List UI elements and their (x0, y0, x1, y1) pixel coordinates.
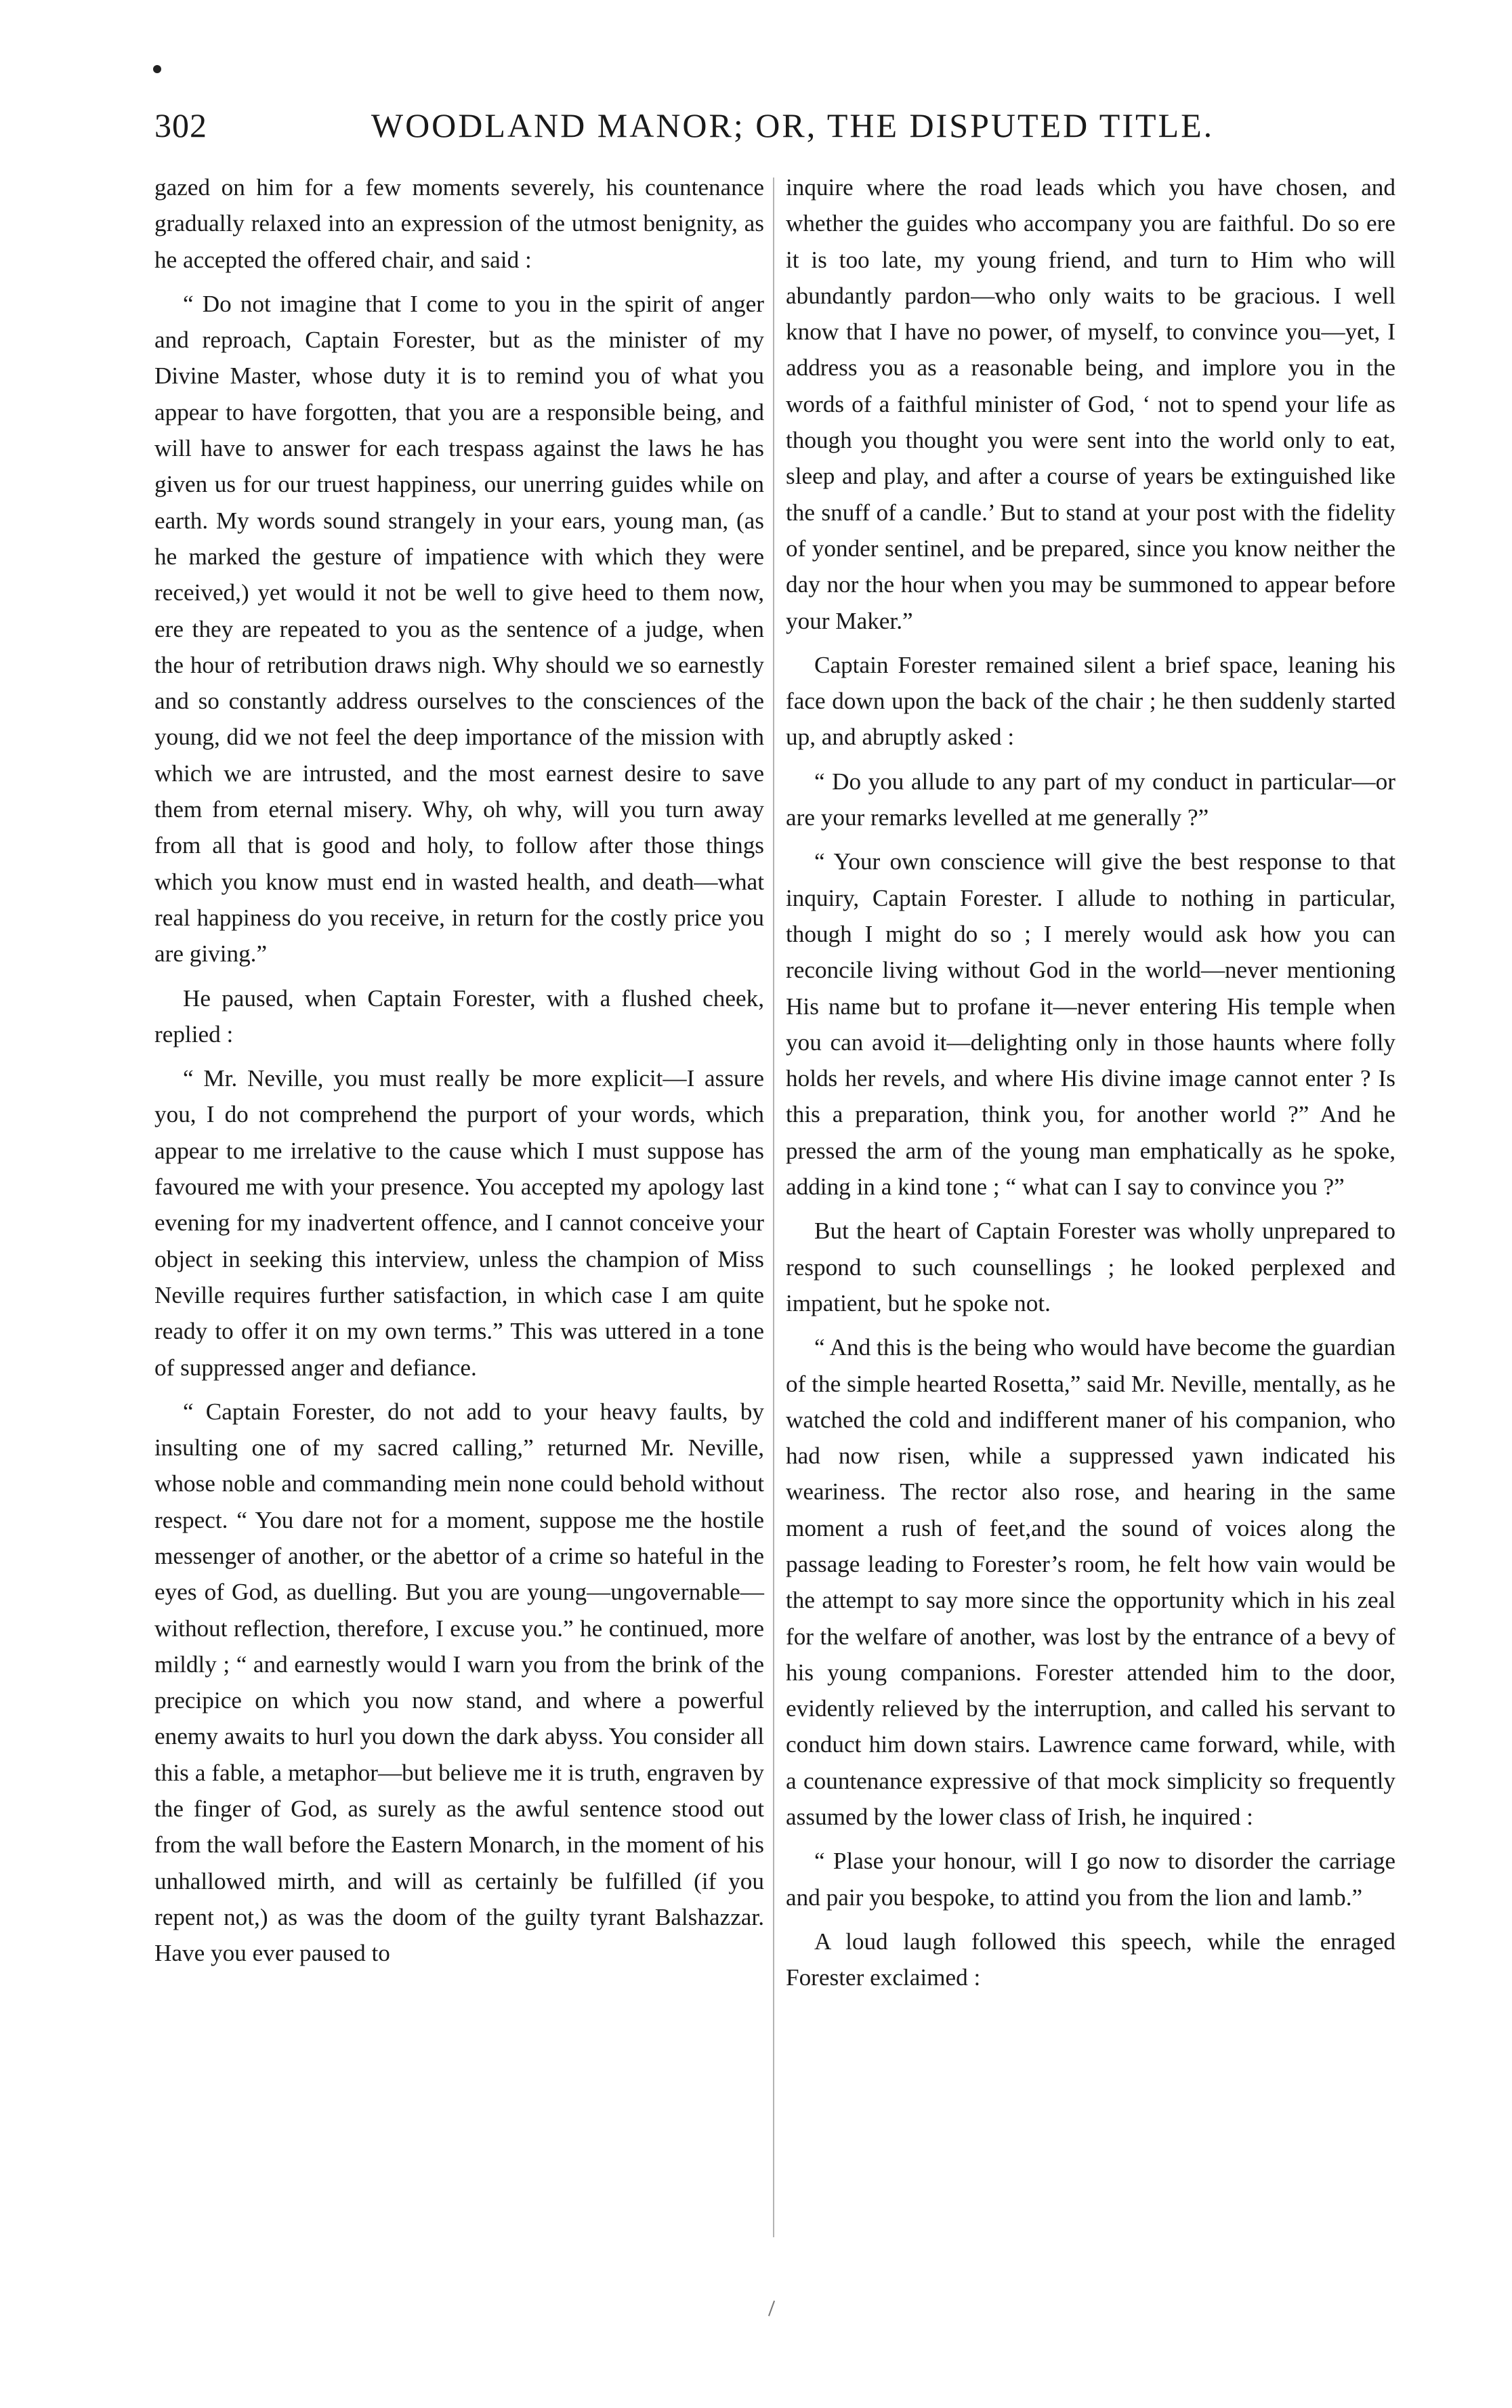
paragraph: “ Mr. Neville, you must really be more explicit—I assure you, I do not comprehend the purport of your words, which appear to me irrelative to the cause which I must suppose has favoured me with your presence. You accepted my apology last evening for my inadvertent offence, and I cannot conceive your object in seeking this interview, unless the champion of Miss Neville requires further satisfaction, in which case I am quite ready to offer it on my own terms.” This was uttered in a tone of suppressed anger and defiance. (154, 1065, 764, 1381)
paragraph: He paused, when Captain Forester, with a flushed cheek, replied : (154, 984, 764, 1047)
left-column (154, 169, 764, 1980)
paragraph: “ Do not imagine that I come to you in the spirit of anger and reproach, Captain Forester, but as the minister of my Divine Master, whose duty it is to remind you of what you appear to have forgotten, that you are a responsible being, and will have to answer for each trespass against the laws he has given us for our truest happiness, our unerring guides while on earth. My words sound strangely in your ears, young man, (as he marked the gesture of impatience with which they were received,) yet would it not be well to give heed to them now, ere they are repeated to you as the sentence of a judge, when the hour of retribution draws nigh. Why should we so earnestly and so constantly address ourselves to the consciences of the young, did we not feel the deep importance of the mission with which we are intrusted, and the most earnest desire to save them from eternal misery. Why, oh why, will you turn away from all that is good and holy, to follow after those things which you know must end in wasted health, and death—what real happiness do you receive, in return for the costly price you are giving.” (154, 290, 764, 968)
page-header (135, 102, 1395, 149)
paragraph: “ Plase your honour, will I go now to disorder the carriage and pair you bespoke, to attind you from the lion and lamb.” (786, 1848, 1395, 1911)
paragraph: inquire where the road leads which you have chosen, and whether the guides who accompany you are faithful. Do so ere it is too late, my young friend, and turn to Him who will abundantly pardon—who only waits to be gracious. I well know that I have no power, of myself, to convince you—yet, I address you as a reasonable being, and implore you in the words of a faithful minister of God, ‘ not to spend your life as though you thought you were sent into the world only to eat, sleep and play, and after a course of years be extinguished like the snuff of a candle.’ But to stand at your post with the fidelity of yonder sentinel, and be prepared, since you know neither the day nor the hour when you may be summoned to appear before your Maker.” (786, 174, 1395, 634)
paragraph: But the heart of Captain Forester was wholly unprepared to respond to such counsellings ; he looked perplexed and impatient, but he spoke not. (786, 1218, 1395, 1316)
running-title: WOODLAND MANOR; OR, THE DISPUTED TITLE. (371, 106, 1215, 144)
paragraph: Captain Forester remained silent a brief space, leaning his face down upon the back of the chair ; he then suddenly started up, and abruptly asked : (786, 651, 1395, 751)
paragraph: “ Do you allude to any part of my conduct in particular—or are your remarks levelled at me generally ?” (786, 768, 1395, 831)
stray-ink-mark (768, 2300, 775, 2316)
paragraph: “ And this is the being who would have become the guardian of the simple hearted Rosetta,” said Mr. Neville, mentally, as he watched the cold and indifferent maner of his companion, who had now risen, while a suppressed yawn indicated his weariness. The rector also rose, and hearing in the same moment a rush of feet,and the sound of voices along the passage leading to Forester’s room, he felt how vain would be the attempt to say more since the opportunity which in his zeal for the welfare of another, was lost by the entrance of a bevy of his young companions. Forester attended him to the door, evidently relieved by the interruption, and called his servant to conduct him down stairs. Lawrence came forward, while, with a countenance expressive of that mock simplicity so frequently assumed by the lower class of Irish, he inquired : (786, 1334, 1395, 1831)
page-number: 302 (154, 106, 207, 144)
paragraph: “ Your own conscience will give the best response to that inquiry, Captain Forester. I allude to nothing in particular, though I might do so ; I merely would ask how you can reconcile living without God in the world—never mentioning His name but to profane it—never entering His temple when you can avoid it—delighting only in those haunts where folly holds her revels, and where His divine image cannot enter ? Is this a preparation, think you, for another world ?” And he pressed the arm of the young man emphatically as he spoke, adding in a kind tone ; “ what can I say to convince you ?” (786, 848, 1395, 1201)
right-column (786, 169, 1395, 2004)
paragraph: A loud laugh followed this speech, while the enraged Forester exclaimed : (786, 1928, 1395, 1991)
paragraph: “ Captain Forester, do not add to your heavy faults, by insulting one of my sacred calling,” returned Mr. Neville, whose noble and commanding mein none could behold without respect. “ You dare not for a moment, suppose me the hostile messenger of another, or the abettor of a crime so hateful in the eyes of God, as duelling. But you are young—ungovernable—without reflection, therefore, I excuse you.” he continued, more mildly ; “ and earnestly would I warn you from the brink of the precipice on which you now stand, and where a powerful enemy awaits to hurl you down the dark abyss. You consider all this a fable, a metaphor—but believe me it is truth, engraven by the finger of God, as surely as the awful sentence stood out from the wall before the Eastern Monarch, in the moment of his unhallowed mirth, and will as certainly be fulfilled (if you repent not,) as was the doom of the guilty tyrant Balshazzar. Have you ever paused to (154, 1398, 764, 1967)
paragraph: gazed on him for a few moments severely, his countenance gradually relaxed into an expression of the utmost benignity, as he accepted the offered chair, and said : (154, 174, 764, 273)
column-divider (773, 178, 774, 2237)
ink-speck (153, 65, 161, 73)
